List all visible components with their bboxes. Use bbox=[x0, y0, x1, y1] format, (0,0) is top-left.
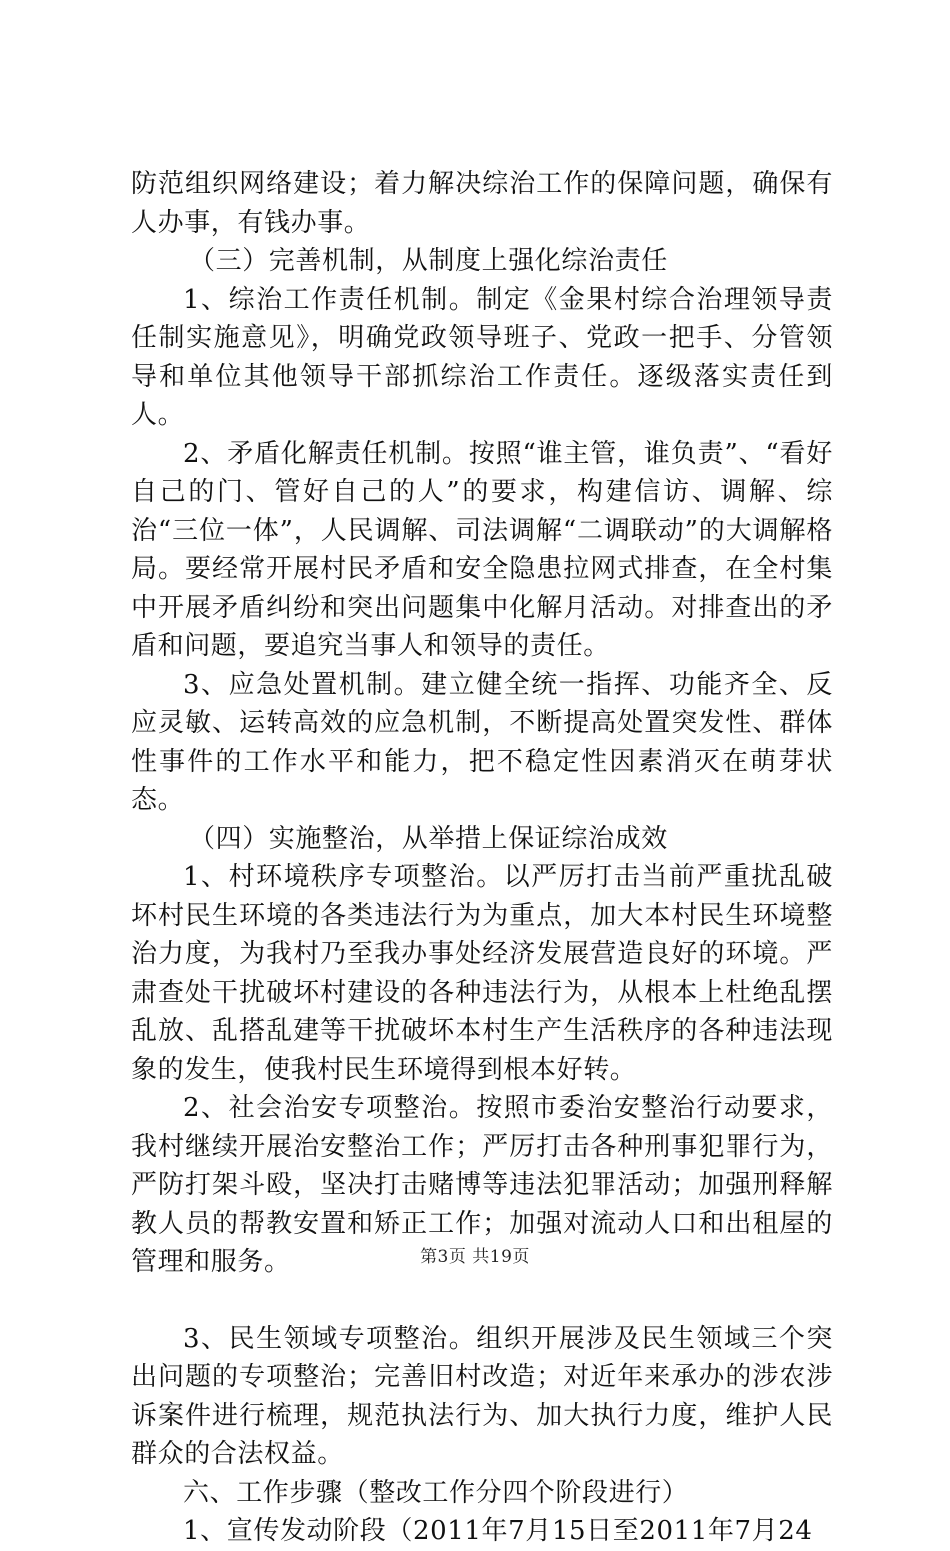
section-heading-6: 六、工作步骤（整改工作分四个阶段进行） bbox=[183, 1477, 689, 1508]
paragraph-continuation: 防范组织网络建设；着力解决综治工作的保障问题，确保有人办事，有钱办事。 bbox=[131, 169, 833, 238]
paragraph-step-1: 1、宣传发动阶段（2011年7月15日至2011年7月24 bbox=[183, 1516, 813, 1546]
paragraph-item-3: 3、应急处置机制。建立健全统一指挥、功能齐全、反应灵敏、运转高效的应急机制，不断提高处置突发性、群体性事件的工作水平和能力，把不稳定性因素消灭在萌芽状态。 bbox=[131, 669, 833, 815]
paragraph-item-2: 2、矛盾化解责任机制。按照“谁主管，谁负责”、“看好自己的门、管好自己的人”的要求，构建信访、调解、综治“三位一体”，人民调解、司法调解“二调联动”的大调解格局。要经常开展村民矛盾和安全隐患拉网式排查，在全村集中开展矛盾纠纷和突出问题集中化解月活动。对排查出的矛盾和问题，要追究当事人和领导的责任。 bbox=[131, 438, 833, 661]
section-heading-4: （四）实施整治，从举措上保证综治成效 bbox=[189, 823, 668, 854]
paragraph-item-4-1: 1、村环境秩序专项整治。以严厉打击当前严重扰乱破坏村民生环境的各类违法行为为重点，加大本村民生环境整治力度，为我村乃至我办事处经济发展营造良好的环境。严肃查处干扰破坏村建设的各种违法行为，从根本上杜绝乱摆乱放、乱搭乱建等干扰破坏本村生产生活秩序的各种违法现象的发生，使我村民生环境得到根本好转。 bbox=[131, 862, 833, 1085]
paragraph-item-4-2: 2、社会治安专项整治。按照市委治安整治行动要求，我村继续开展治安整治工作；严厉打击各种刑事犯罪行为，严防打架斗殴，坚决打击赌博等违法犯罪活动；加强刑释解教人员的帮教安置和矫正工作；加强对流动人口和出租屋的管理和服务。 bbox=[131, 1093, 833, 1277]
paragraph-item-1: 1、综治工作责任机制。制定《金果村综合治理领导责任制实施意见》，明确党政领导班子、党政一把手、分管领导和单位其他领导干部抓综治工作责任。逐级落实责任到人。 bbox=[131, 284, 833, 430]
section-heading-3: （三）完善机制，从制度上强化综治责任 bbox=[189, 246, 668, 276]
page-footer: 第3页 共19页 bbox=[420, 1247, 530, 1267]
document-body bbox=[131, 165, 833, 1551]
paragraph-gap bbox=[131, 1282, 833, 1320]
paragraph-item-4-3: 3、民生领域专项整治。组织开展涉及民生领域三个突出问题的专项整治；完善旧村改造；对近年来承办的涉农涉诉案件进行梳理，规范执法行为、加大执行力度，维护人民群众的合法权益。 bbox=[131, 1323, 833, 1469]
